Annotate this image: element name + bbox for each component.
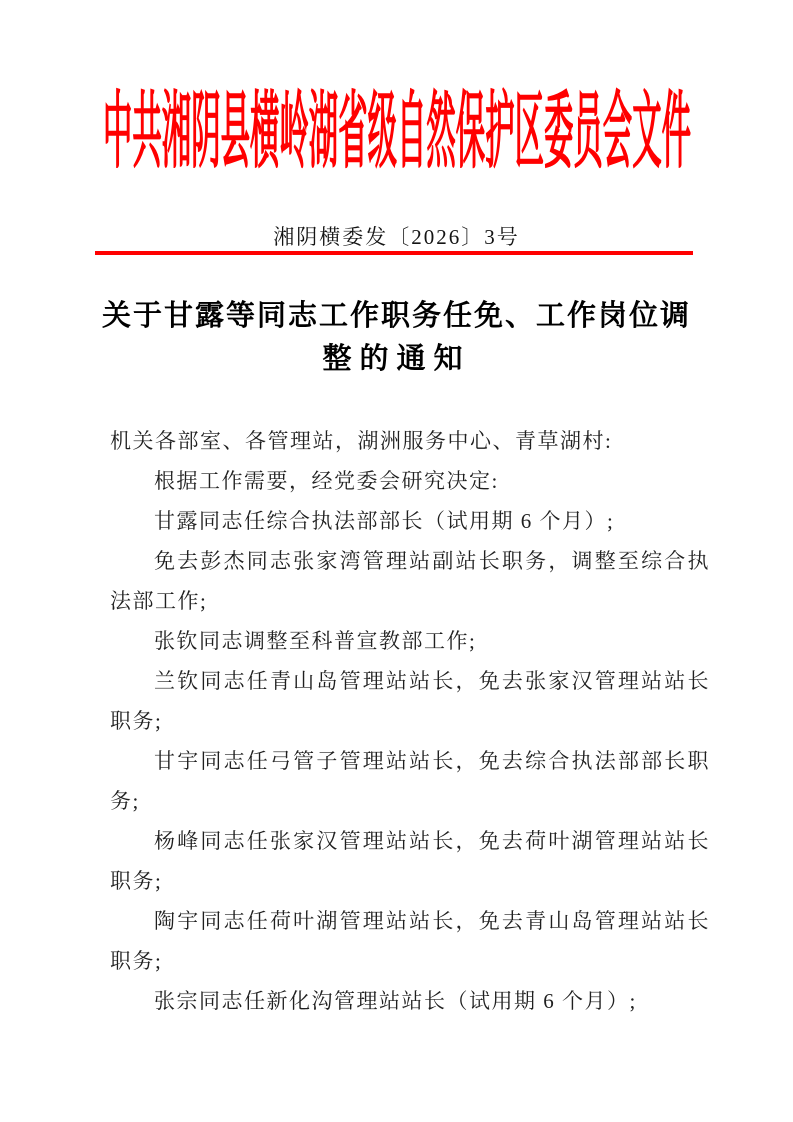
document-title: [0, 295, 793, 381]
issuing-org-title: 中共湘阴县横岭湖省级自然保护区委员会文件: [102, 86, 691, 179]
title-line-2: 整的通知: [322, 343, 471, 375]
appointment-paragraph: 张宗同志任新化沟管理站站长（试用期 6 个月）;: [154, 989, 637, 1013]
title-line-1: 关于甘露等同志工作职务任免、工作岗位调: [101, 300, 691, 332]
appointment-paragraph: 兰钦同志任青山岛管理站站长，免去张家汉管理站站长职务;: [110, 669, 710, 733]
appointment-paragraph: 甘露同志任综合执法部部长（试用期 6 个月）;: [154, 509, 615, 533]
document-body: [110, 421, 710, 1021]
decision-intro-paragraph: 根据工作需要，经党委会研究决定:: [154, 469, 499, 493]
red-divider-line: [95, 251, 693, 255]
appointment-paragraph: 免去彭杰同志张家湾管理站副站长职务，调整至综合执法部工作;: [110, 549, 710, 613]
appointment-paragraph: 陶宇同志任荷叶湖管理站站长，免去青山岛管理站站长职务;: [110, 909, 710, 973]
doc-reference-number: 湘阴横委发〔2026〕3号: [273, 225, 520, 249]
recipients-line: 机关各部室、各管理站，湖洲服务中心、青草湖村:: [110, 429, 613, 453]
appointment-paragraph: 甘宇同志任弓管子管理站站长，免去综合执法部部长职务;: [110, 749, 710, 813]
appointment-paragraph: 张钦同志调整至科普宣教部工作;: [154, 629, 477, 653]
appointment-paragraph: 杨峰同志任张家汉管理站站长，免去荷叶湖管理站站长职务;: [110, 829, 710, 893]
